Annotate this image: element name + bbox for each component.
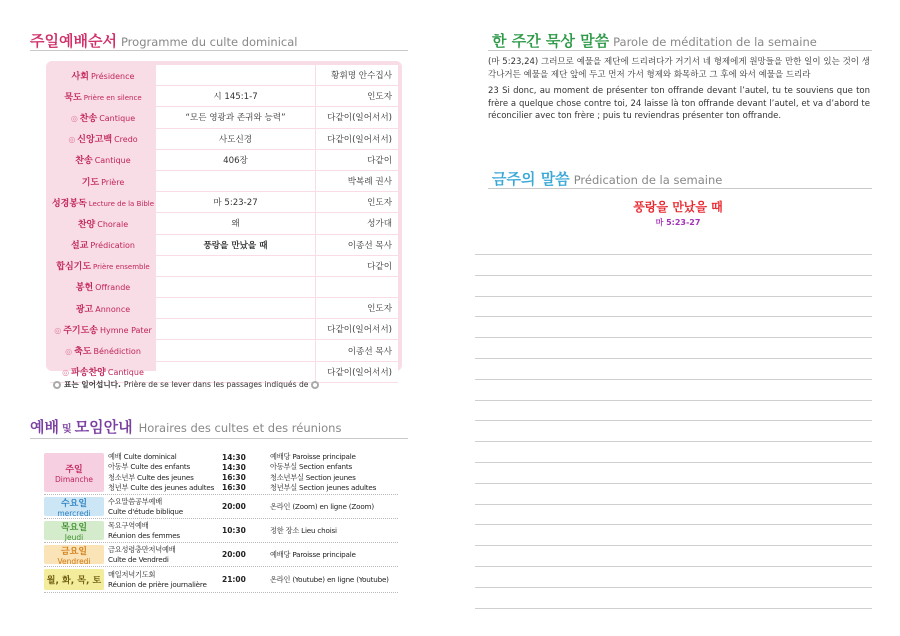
order-item: [50, 319, 156, 340]
order-item-fr: Lecture de la Bible: [88, 199, 155, 208]
meditation-title-rule: [488, 50, 872, 51]
schedule-meeting-name-ko: 수요말씀공부예배: [108, 496, 162, 506]
schedule-meeting-name-ko: 금요성령충만저녁예배: [108, 544, 176, 554]
order-leader: 다같이: [316, 150, 398, 171]
order-item: [50, 171, 156, 192]
schedule-line: [108, 473, 398, 483]
standing-mark-icon: ◎: [65, 347, 73, 357]
schedule-row: [44, 519, 398, 543]
order-reference: [156, 277, 316, 298]
order-reference: 시 145:1-7: [156, 86, 316, 107]
schedule-day-ko: 월, 화, 목, 토: [46, 576, 102, 586]
order-item-fr: Cantique: [94, 156, 131, 166]
schedule-meeting-name: [108, 521, 222, 541]
order-row: [50, 319, 398, 340]
order-row: [50, 235, 398, 256]
order-item: [50, 129, 156, 150]
schedule-time: 20:00: [222, 502, 246, 511]
schedule-details: [108, 519, 398, 542]
order-leader: 다같이(일어서서): [316, 129, 398, 150]
schedule-line: [108, 570, 398, 590]
note-line: [475, 587, 872, 588]
schedule-day-fr: Jeudi: [64, 532, 84, 542]
order-item-fr: Présidence: [90, 71, 135, 81]
schedule-day-fr: Vendredi: [57, 556, 91, 566]
schedule-title-ko-a: 예배: [30, 418, 59, 436]
order-item-fr: Bénédiction: [93, 347, 141, 357]
schedule-details: [108, 543, 398, 566]
order-reference: 406장: [156, 150, 316, 171]
sermon-reference: 마 5:23-27: [655, 218, 701, 227]
meditation-french: 23 Si donc, au moment de présenter ton offrande devant l’autel, tu te souviens que ton frère a quelque chose contre toi, 24 laisse là ton offrande devant l’autel, et va d’abord te réconcilier avec ton frère ; puis tu reviendras présenter ton offrande.: [488, 86, 870, 122]
note-line: [475, 400, 872, 401]
meditation-title-fr: Parole de méditation de la semaine: [613, 35, 817, 49]
schedule-row: [44, 567, 398, 593]
note-line: [475, 296, 872, 297]
order-item: [50, 192, 156, 213]
order-section-title: [30, 30, 297, 51]
order-leader: 인도자: [316, 192, 398, 213]
standing-mark-icon: ◎: [62, 368, 70, 378]
order-leader: 다같이(일어서서): [316, 107, 398, 128]
schedule-meeting-name: 청년부 Culte des jeunes adultes: [108, 482, 215, 492]
note-line: [475, 254, 872, 255]
meditation-text: [488, 56, 870, 127]
schedule-section-title: [30, 416, 341, 437]
order-row: [50, 129, 398, 150]
order-leader: 인도자: [316, 86, 398, 107]
order-item-ko: 합심기도: [56, 262, 92, 273]
standing-mark-icon: ◎: [54, 325, 62, 335]
schedule-meeting-name-fr: Culte d'étude biblique: [108, 506, 183, 516]
schedule-place: 온라인 (Zoom) en ligne (Zoom): [270, 501, 374, 511]
meditation-title-ko: 한 주간 묵상 말씀: [492, 32, 610, 50]
order-of-service-panel: [46, 61, 402, 379]
sermon-title-rule: [488, 188, 872, 189]
note-line: [475, 524, 872, 525]
schedule-meeting-name: [108, 497, 222, 517]
note-line: [475, 316, 872, 317]
schedule-place: 청년부실 Section jeunes adultes: [270, 482, 377, 492]
meditation-section-title: [492, 30, 817, 51]
order-item: [50, 340, 156, 361]
schedule-line: [108, 452, 398, 462]
order-row: [50, 150, 398, 171]
order-item-fr: Credo: [114, 135, 138, 145]
standing-note-ko: 표는 일어섭니다.: [64, 380, 121, 389]
schedule-line: [108, 545, 398, 565]
note-line: [475, 379, 872, 380]
order-row: [50, 213, 398, 234]
schedule-day-ko: 목요일: [60, 522, 88, 533]
schedule-place: 아동부실 Section enfants: [270, 462, 353, 472]
order-leader: 황휘명 안수집사: [316, 65, 398, 86]
standing-mark-icon: ◎: [68, 135, 76, 145]
order-reference: 마 5:23-27: [156, 192, 316, 213]
order-leader: 다같이(일어서서): [316, 362, 398, 383]
order-item-fr: Hymne Pater: [99, 325, 152, 335]
order-row: [50, 340, 398, 361]
note-line: [475, 358, 872, 359]
schedule-place: 청소년부실 Section jeunes: [270, 472, 356, 482]
note-line: [475, 545, 872, 546]
schedule-meeting-name-ko: 목요구역예배: [108, 520, 149, 530]
note-line: [475, 337, 872, 338]
sermon-title-fr: Prédication de la semaine: [573, 173, 723, 187]
schedule-meeting-name: [108, 570, 222, 590]
note-line: [475, 504, 872, 505]
schedule-row: [44, 451, 398, 495]
schedule-meeting-name: [108, 545, 222, 565]
order-item-ko: 파송찬양: [71, 368, 106, 379]
schedule-table: [44, 451, 398, 593]
order-item-ko: 기도: [81, 177, 100, 188]
schedule-meeting-name: 아동부 Culte des enfants: [108, 462, 191, 472]
order-item-ko: 찬송: [75, 156, 93, 167]
schedule-line: [108, 521, 398, 541]
order-title-fr: Programme du culte dominical: [120, 35, 298, 49]
order-of-service-table: [50, 65, 398, 383]
schedule-title-ko-b: 및: [61, 424, 72, 435]
standing-note-fr: Prière de se lever dans les passages indiqués de: [123, 380, 309, 389]
order-item: [50, 235, 156, 256]
schedule-meeting-name-ko: 매일저녁기도회: [108, 569, 156, 579]
order-item-ko: 신앙고백: [77, 135, 113, 146]
order-row: [50, 192, 398, 213]
sermon-title: 풍랑을 만났을 때: [633, 200, 723, 214]
order-item: [50, 256, 156, 277]
order-item: [50, 150, 156, 171]
schedule-place: 예배당 Paroisse principale: [270, 549, 356, 559]
schedule-day-badge: [44, 497, 104, 516]
schedule-row: [44, 543, 398, 567]
order-row: [50, 86, 398, 107]
order-item-fr: Annonce: [95, 304, 131, 314]
order-title-ko: 주일예배순서: [30, 32, 117, 50]
note-line: [475, 420, 872, 421]
order-item-fr: Prière en silence: [83, 93, 142, 102]
schedule-line: [108, 483, 398, 493]
standing-mark-icon: ◎: [70, 113, 78, 123]
schedule-meeting-name: 예배 Culte dominical: [108, 452, 177, 462]
meditation-korean: (마 5:23,24) 그러므로 예물을 제단에 드리려다가 거기서 네 형제에게 원망들을 만한 일이 있는 것이 생각나거든 예물을 제단 앞에 두고 먼저 가서 형제와 화목하고 그 후에 와서 예물을 드리라: [488, 57, 870, 80]
schedule-time: 14:30: [222, 452, 246, 462]
schedule-details: [108, 451, 398, 494]
order-item: [50, 298, 156, 319]
order-reference: 왜: [156, 213, 316, 234]
order-item-ko: 찬양: [77, 219, 96, 230]
order-item-ko: 봉헌: [75, 283, 94, 294]
order-item-fr: Cantique: [99, 113, 136, 123]
order-leader: 박복례 권사: [316, 171, 398, 192]
order-leader: 인도자: [316, 298, 398, 319]
schedule-meeting-name-fr: Réunion de prière journalière: [108, 579, 207, 589]
circle-mark-icon: [53, 381, 61, 389]
schedule-day-fr: Dimanche: [54, 474, 93, 484]
schedule-title-ko-c: 모임안내: [74, 418, 133, 436]
order-row: [50, 65, 398, 86]
order-reference: [156, 298, 316, 319]
order-row: [50, 277, 398, 298]
order-leader: 성가대: [316, 213, 398, 234]
order-item-ko: 주기도송: [63, 325, 98, 336]
schedule-day-fr: mercredi: [57, 508, 91, 518]
order-reference: [156, 340, 316, 361]
order-item: [50, 65, 156, 86]
order-item-fr: Chorale: [97, 219, 129, 229]
order-row: [50, 107, 398, 128]
schedule-day-badge: [44, 521, 104, 540]
schedule-details: [108, 567, 398, 592]
order-reference: [156, 319, 316, 340]
schedule-time: 21:00: [222, 575, 246, 584]
order-item-ko: 성경봉독: [51, 198, 87, 209]
order-item-fr: Offrande: [95, 283, 131, 293]
sermon-title-ko: 금주의 말씀: [492, 170, 570, 188]
order-reference: [156, 65, 316, 86]
note-line: [475, 608, 872, 609]
schedule-day-badge: [44, 453, 104, 492]
circle-mark-icon: [311, 381, 319, 389]
order-reference: [156, 256, 316, 277]
schedule-time: 20:00: [222, 550, 246, 559]
schedule-row: [44, 495, 398, 519]
schedule-time: 10:30: [222, 526, 246, 535]
order-item-ko: 사회: [71, 71, 89, 82]
order-row: [50, 256, 398, 277]
schedule-meeting-name: 청소년부 Culte des jeunes: [108, 472, 194, 482]
schedule-meeting-name-fr: Réunion des femmes: [108, 530, 180, 540]
note-line: [475, 275, 872, 276]
order-leader: 이종선 목사: [316, 340, 398, 361]
schedule-day-badge: [44, 545, 104, 564]
order-leader: 다같이(일어서서): [316, 319, 398, 340]
order-item-ko: 설교: [70, 241, 89, 252]
note-line: [475, 483, 872, 484]
sermon-section-title: [492, 168, 722, 189]
order-reference: 사도신경: [156, 129, 316, 150]
schedule-day-ko: 주일: [65, 464, 83, 475]
order-item-ko: 찬송: [79, 113, 98, 124]
schedule-day-ko: 수요일: [60, 498, 88, 509]
schedule-place: 정한 장소 Lieu choisi: [270, 525, 337, 535]
note-line: [475, 462, 872, 463]
order-row: [50, 298, 398, 319]
schedule-time: 16:30: [222, 473, 246, 483]
order-item-ko: 축도: [74, 347, 92, 358]
standing-note: [50, 379, 322, 390]
note-line: [475, 566, 872, 567]
order-item: [50, 107, 156, 128]
schedule-place: 온라인 (Youtube) en ligne (Youtube): [270, 574, 389, 584]
note-line: [475, 441, 872, 442]
schedule-line: [108, 497, 398, 517]
order-item-fr: Prière: [101, 177, 125, 187]
order-item-fr: Cantique: [107, 368, 144, 378]
order-reference: 풍랑을 만났을 때: [156, 235, 316, 256]
order-reference: “모든 영광과 존귀와 능력”: [156, 107, 316, 128]
schedule-details: [108, 495, 398, 518]
order-title-rule: [30, 50, 408, 51]
order-leader: 이종선 목사: [316, 235, 398, 256]
order-item: [50, 277, 156, 298]
schedule-meeting-name-fr: Culte de Vendredi: [108, 554, 169, 564]
schedule-place: 예배당 Paroisse principale: [270, 452, 356, 462]
order-item: [50, 86, 156, 107]
schedule-line: [108, 462, 398, 472]
order-item-ko: 광고: [75, 304, 94, 315]
order-leader: [316, 277, 398, 298]
order-item: [50, 213, 156, 234]
schedule-time: 16:30: [222, 483, 246, 493]
order-reference: [156, 171, 316, 192]
order-item-ko: 묵도: [64, 92, 82, 103]
order-row: [50, 171, 398, 192]
order-item-fr: Prédication: [90, 241, 136, 251]
order-item-fr: Prière ensemble: [93, 263, 150, 272]
order-leader: 다같이: [316, 256, 398, 277]
schedule-title-rule: [30, 438, 408, 439]
schedule-day-badge: [44, 569, 104, 590]
schedule-time: 14:30: [222, 462, 246, 472]
schedule-day-ko: 금요일: [60, 546, 88, 557]
schedule-title-fr: Horaires des cultes et des réunions: [138, 421, 342, 435]
